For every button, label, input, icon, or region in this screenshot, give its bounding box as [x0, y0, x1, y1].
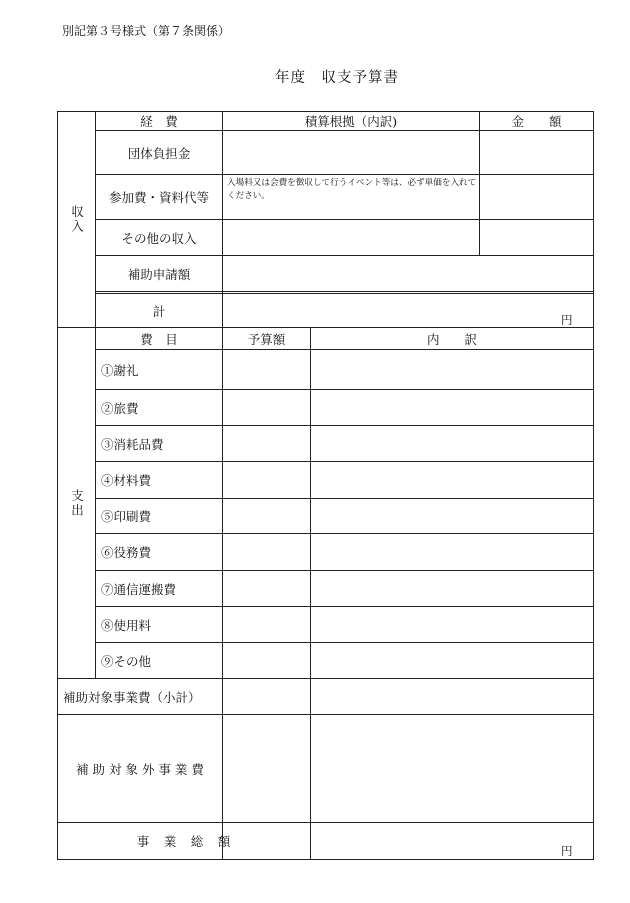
expense-item-honorarium: ①謝礼	[101, 362, 139, 378]
participation-note: 入場料又は会費を徴収して行うイベント等は、必ず単価を入れてください。	[227, 178, 477, 201]
subtotal-label: 補助対象事業費（小計）	[63, 689, 201, 705]
expense-item-printing: ⑤印刷費	[101, 509, 152, 524]
document-title: 年度 収支予算書	[275, 70, 399, 86]
expense-side-label: 支出	[69, 488, 85, 518]
grand-total-label: 事 業 総 額	[136, 834, 232, 849]
income-total-unit: 円	[561, 313, 573, 327]
expense-header-detail: 内 訳	[426, 331, 477, 347]
expense-item-services: ⑥役務費	[101, 545, 152, 560]
non-eligible-label: 補 助 対 象 外 事 業 費	[76, 761, 204, 777]
income-header-amount: 金 額	[511, 114, 562, 129]
expense-header-item: 費 目	[140, 331, 178, 347]
income-row-participation: 参加費・資料代等	[108, 190, 209, 205]
income-side-label: 収入	[69, 205, 85, 234]
expense-item-other: ⑨その他	[101, 653, 152, 669]
expense-item-travel: ②旅費	[101, 400, 139, 416]
expense-item-shipping: ⑦通信運搬費	[101, 581, 177, 597]
expense-item-rental: ⑧使用料	[101, 617, 152, 633]
expense-header-budget: 予算額	[247, 331, 286, 347]
form-reference: 別記第３号様式（第７条関係）	[62, 24, 231, 38]
income-total-label: 計	[152, 303, 166, 319]
budget-table	[57, 111, 594, 860]
income-row-other: その他の収入	[121, 230, 197, 246]
expense-item-consumables: ③消耗品費	[101, 436, 164, 452]
expense-item-materials: ④材料費	[101, 473, 152, 488]
income-header-item: 経 費	[140, 114, 178, 129]
income-row-subsidy: 補助申請額	[127, 266, 191, 282]
grand-total-unit: 円	[561, 844, 573, 858]
income-row-group-share: 団体負担金	[127, 145, 191, 161]
income-header-basis: 積算根拠（内訳)	[304, 114, 398, 129]
